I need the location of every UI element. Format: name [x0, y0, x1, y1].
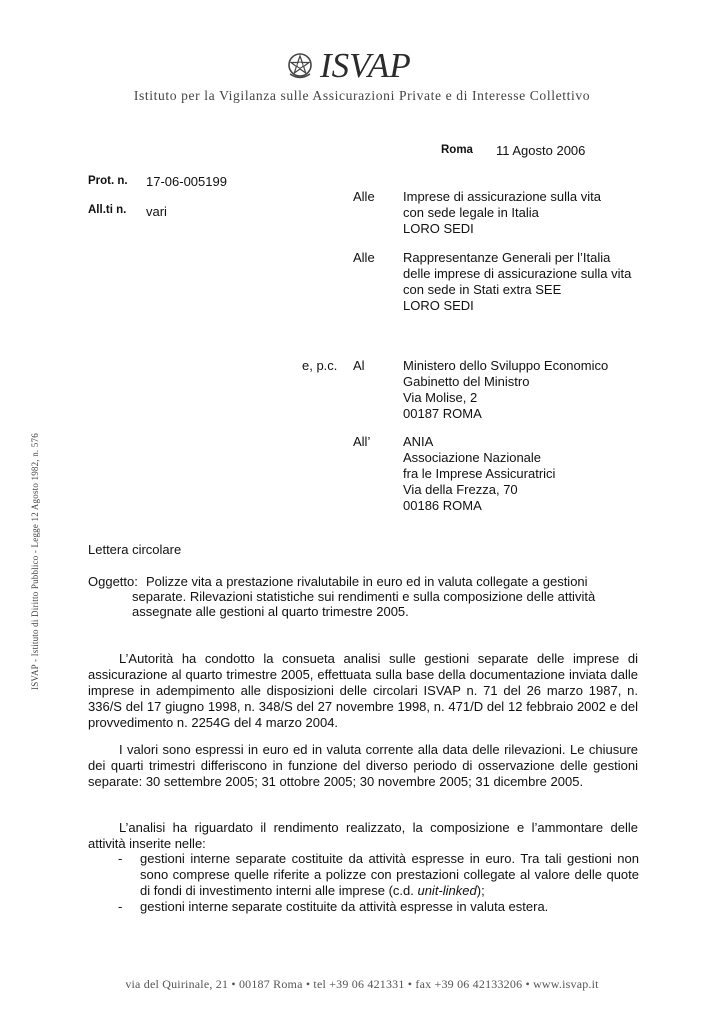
- address-line: delle imprese di assicurazione sulla vita: [403, 266, 632, 281]
- address-line: Via Molise, 2: [403, 390, 478, 405]
- list-item-tail: );: [476, 883, 485, 898]
- cc-prefix: e, p.c.: [302, 358, 338, 373]
- subject: [88, 574, 640, 619]
- bullet-dash: -: [118, 851, 123, 866]
- list-item: [118, 851, 639, 899]
- address-line: fra le Imprese Assicuratrici: [403, 466, 556, 481]
- recipient-salutation: Alle: [353, 250, 375, 265]
- recipient-address: [403, 358, 608, 422]
- letter-type: Lettera circolare: [88, 542, 182, 557]
- subject-label: Oggetto:: [88, 574, 138, 589]
- address-line: LORO SEDI: [403, 298, 474, 313]
- body-paragraph: [88, 742, 638, 790]
- recipient-address: [403, 189, 601, 237]
- address-line: Via della Frezza, 70: [403, 482, 518, 497]
- place: Roma: [441, 144, 473, 156]
- address-line: 00187 ROMA: [403, 406, 482, 421]
- recipient-salutation: Al: [353, 358, 365, 373]
- protocol-label: Prot. n.: [88, 175, 128, 187]
- attachments-value: vari: [146, 204, 167, 219]
- address-line: Associazione Nazionale: [403, 450, 542, 465]
- list-item: [118, 899, 639, 915]
- logo: [286, 46, 411, 86]
- side-legal-text: ISVAP - Istituto di Diritto Pubblico - Legge 12 Agosto 1982, n. 576: [30, 433, 40, 690]
- address-line: Ministero dello Sviluppo Economico: [403, 358, 609, 373]
- logo-text: ISVAP: [320, 46, 411, 85]
- list-item-italic: unit-linked: [417, 883, 477, 898]
- address-line: LORO SEDI: [403, 221, 474, 236]
- attachments-label: All.ti n.: [88, 204, 127, 216]
- list-item-text: gestioni interne separate costituite da attività espresse in euro. Tra tali gestioni non sono comprese quelle riferite a polizze con prestazioni collegate al valore delle quote di fondi di investimento interni alle imprese (c.d.: [140, 851, 639, 898]
- body-paragraph: [88, 651, 638, 731]
- subject-line: assegnate alle gestioni al quarto trimestre 2005.: [132, 604, 409, 619]
- list-item-text: gestioni interne separate costituite da attività espresse in valuta estera.: [140, 899, 549, 914]
- address-line: ANIA: [403, 434, 434, 449]
- institute-name: Istituto per la Vigilanza sulle Assicurazioni Private e di Interesse Collettivo: [133, 88, 591, 103]
- address-line: con sede legale in Italia: [403, 205, 539, 220]
- address-line: 00186 ROMA: [403, 498, 482, 513]
- recipient-address: [403, 250, 631, 314]
- address-line: Gabinetto del Ministro: [403, 374, 530, 389]
- paragraph-text: L’analisi ha riguardato il rendimento realizzato, la composizione e l’ammontare delle attività inserite nelle:: [88, 820, 638, 851]
- bullet-dash: -: [118, 899, 123, 914]
- footer-contact: via del Quirinale, 21 • 00187 Roma • tel +39 06 421331 • fax +39 06 42133206 • www.isvap.it: [125, 977, 599, 991]
- address-line: con sede in Stati extra SEE: [403, 282, 562, 297]
- date: 11 Agosto 2006: [496, 143, 586, 158]
- paragraph-text: I valori sono espressi in euro ed in valuta corrente alla data delle rilevazioni. Le chiusure dei quarti trimestri differiscono in funzione del diverso periodo di osservazione delle gestioni separate: 30 settembre 2005; 31 ottobre 2005; 30 novembre 2005; 31 dicembre 2005.: [88, 742, 638, 789]
- protocol-number: 17-06-005199: [146, 174, 227, 189]
- recipient-salutation: All’: [353, 434, 371, 449]
- address-line: Rappresentanze Generali per l’Italia: [403, 250, 611, 265]
- address-line: Imprese di assicurazione sulla vita: [403, 189, 601, 204]
- republic-emblem-icon: [286, 50, 314, 82]
- body-paragraph: [88, 820, 638, 852]
- recipient-address: [403, 434, 555, 514]
- paragraph-text: L’Autorità ha condotto la consueta analisi sulle gestioni separate delle imprese di assicurazione al quarto trimestre 2005, effettuata sulla base della documentazione inviata dalle imprese in adempimento alle disposizioni delle circolari ISVAP n. 71 del 26 marzo 1987, n. 336/S del 17 giugno 1998, n. 348/S del 27 novembre 1998, n. 471/D del 12 febbraio 2002 e del provvedimento n. 2254G del 4 marzo 2004.: [88, 651, 638, 730]
- subject-line: separate. Rilevazioni statistiche sui rendimenti e sulla composizione delle attività: [132, 589, 596, 604]
- subject-line: Polizze vita a prestazione rivalutabile in euro ed in valuta collegate a gestioni: [146, 574, 588, 589]
- recipient-salutation: Alle: [353, 189, 375, 204]
